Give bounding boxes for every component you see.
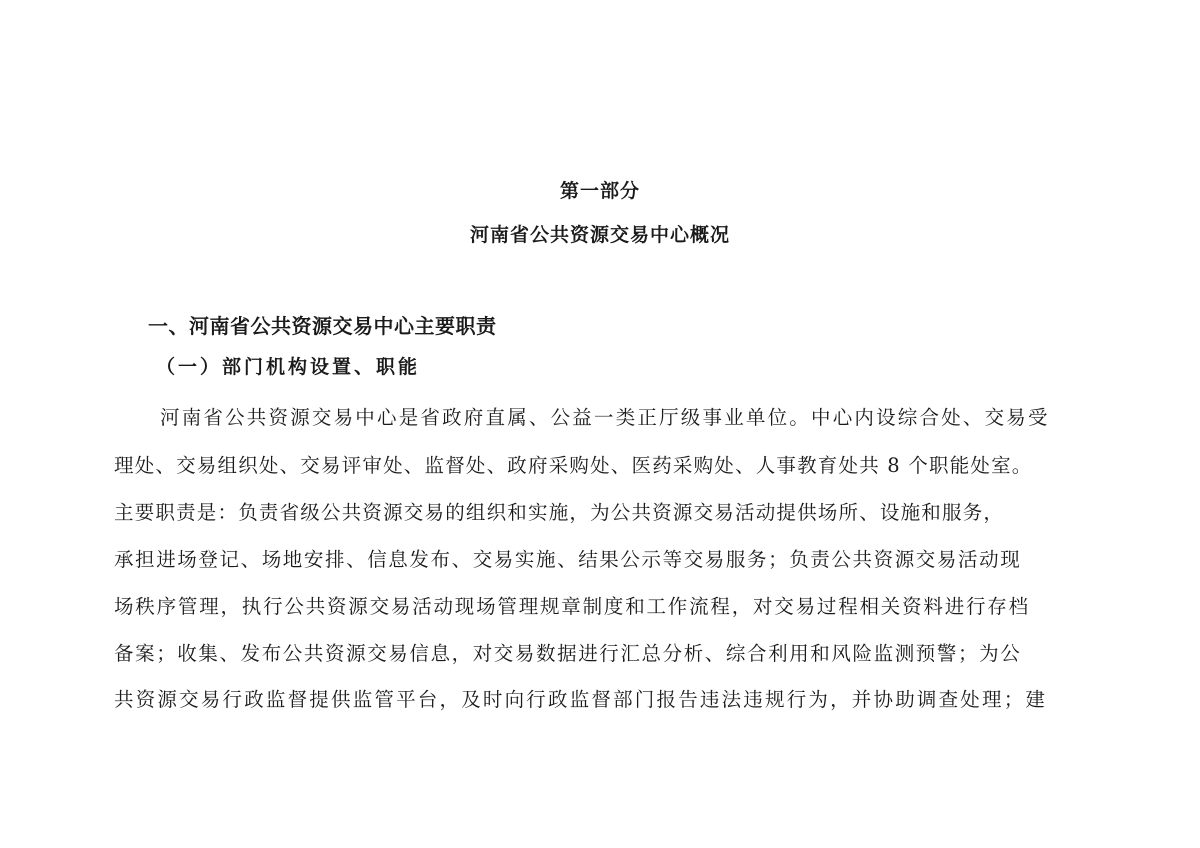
paragraph-line: 备案；收集、发布公共资源交易信息，对交易数据进行汇总分析、综合利用和风险监测预警；为公 [114, 642, 1022, 665]
part-label: 第一部分 [559, 180, 640, 202]
paragraph-line: 理处、交易组织处、交易评审处、监督处、政府采购处、医药采购处、人事教育处共 8 个职能处室。 [114, 454, 1033, 477]
document-title: 河南省公共资源交易中心概况 [469, 224, 730, 246]
paragraph-line: 承担进场登记、场地安排、信息发布、交易实施、结果公示等交易服务；负责公共资源交易活动现 [114, 548, 1022, 571]
paragraph-line: 共资源交易行政监督提供监管平台，及时向行政监督部门报告违法违规行为，并协助调查处理；建 [114, 688, 1048, 711]
section-heading: 一、河南省公共资源交易中心主要职责 [148, 314, 497, 338]
paragraph-line: 场秩序管理，执行公共资源交易活动现场管理规章制度和工作流程，对交易过程相关资料进行存档 [114, 595, 1030, 618]
subsection-heading: （一）部门机构设置、职能 [156, 356, 421, 378]
paragraph-line: 主要职责是：负责省级公共资源交易的组织和实施，为公共资源交易活动提供场所、设施和服务， [114, 501, 1005, 524]
paragraph-line: 河南省公共资源交易中心是省政府直属、公益一类正厅级事业单位。中心内设综合处、交易受 [160, 406, 1050, 429]
